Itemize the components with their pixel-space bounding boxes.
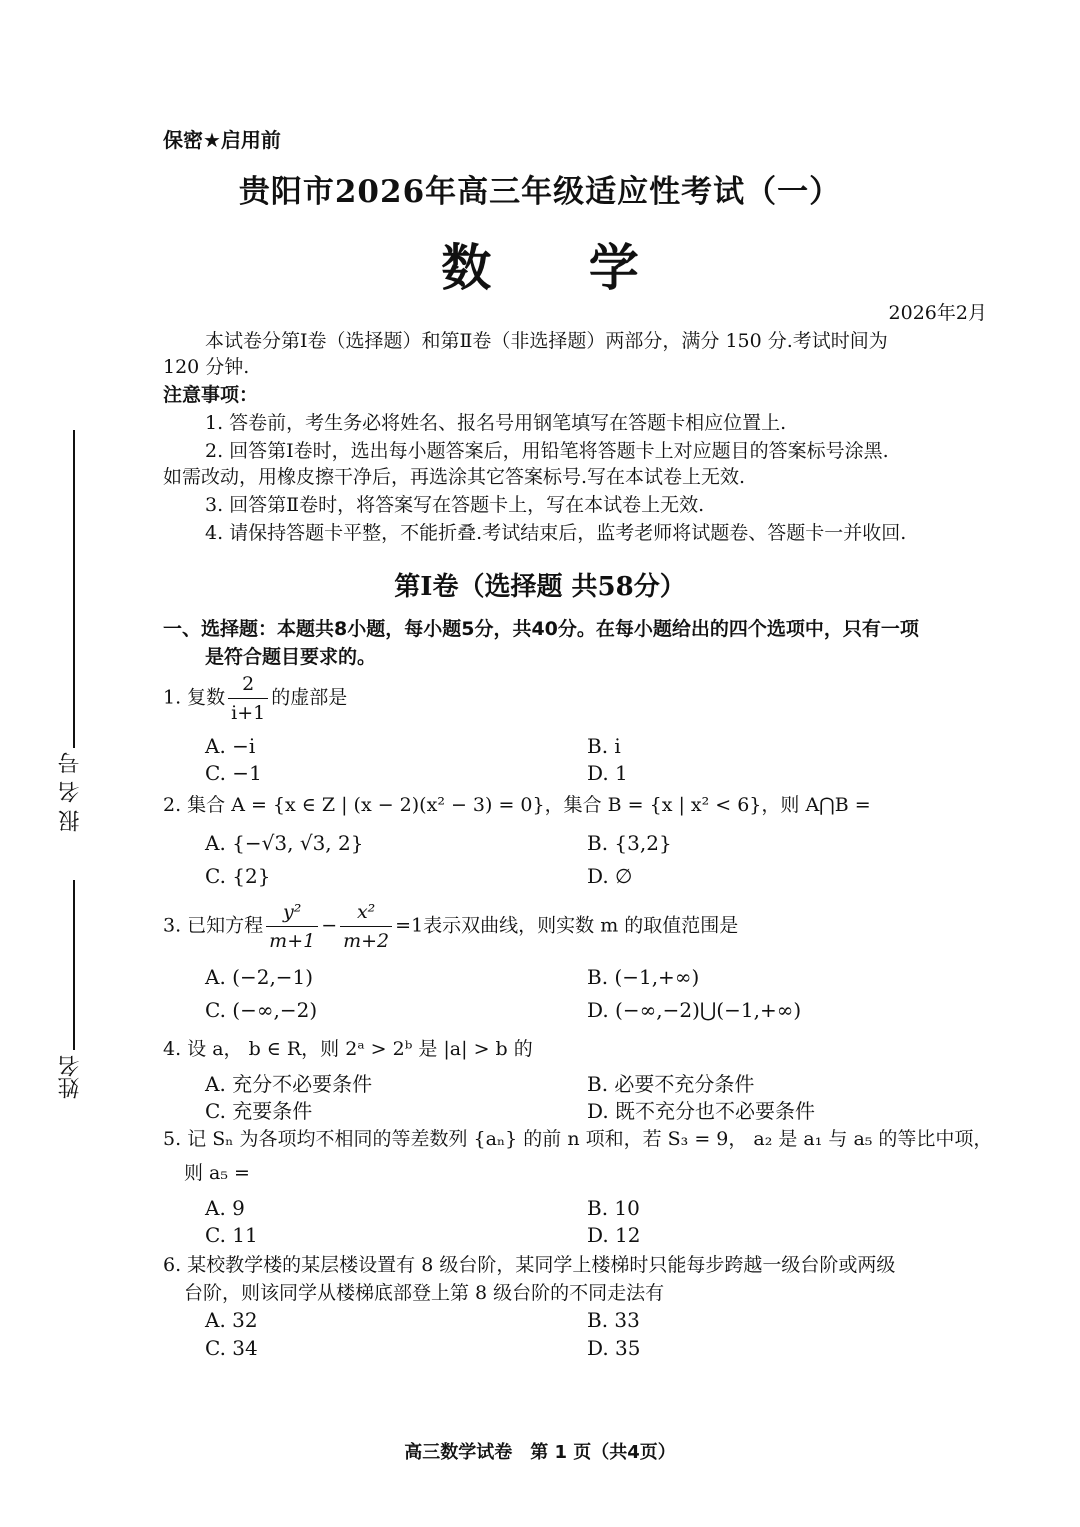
q1-fraction: [228, 670, 268, 727]
q3-option-d: D. (−∞,−2)⋃(−1,+∞): [587, 998, 802, 1022]
q5-option-c: C. 11: [205, 1223, 258, 1247]
q5-option-b: B. 10: [587, 1196, 640, 1220]
question-6-continued: 台阶，则该同学从楼梯底部登上第 8 级台阶的不同走法有: [184, 1282, 665, 1304]
q1-option-a: A. −i: [205, 734, 256, 758]
q4-option-c: C. 充要条件: [205, 1099, 313, 1123]
q1-prefix: 1. 复数: [163, 686, 226, 709]
question-3: [163, 898, 738, 955]
q3-prefix: 3. 已知方程: [163, 914, 264, 937]
q3-denominator-1: m+1: [269, 930, 316, 952]
q1-denominator: i+1: [231, 702, 266, 724]
section-instructions: 一、选择题：本题共8小题，每小题5分，共40分。在每小题给出的四个选项中，只有一项: [163, 618, 919, 640]
note-2-continued: 如需改动，用橡皮擦干净后，再选涂其它答案标号.写在本试卷上无效.: [163, 466, 746, 488]
question-2: 2. 集合 A = {x ∈ Z | (x − 2)(x² − 3) = 0}，集合 B = {x | x² < 6}，则 A⋂B =: [163, 794, 871, 816]
registration-number-label: 报 名 号: [58, 752, 83, 832]
question-1: [163, 670, 347, 727]
note-3: 3. 回答第Ⅱ卷时，将答案写在答题卡上，写在本试卷上无效.: [205, 494, 705, 516]
q3-fraction-1: [266, 898, 318, 955]
exam-title: 贵阳市2026年高三年级适应性考试（一）: [238, 174, 842, 210]
q1-suffix: 的虚部是: [271, 686, 348, 709]
intro-line-1: 本试卷分第Ⅰ卷（选择题）和第Ⅱ卷（非选择题）两部分，满分 150 分.考试时间为: [205, 330, 888, 352]
name-line: [73, 880, 75, 1050]
exam-date: 2026年2月: [888, 302, 987, 324]
subject-title: 数 学: [441, 239, 679, 297]
q1-option-d: D. 1: [587, 761, 628, 785]
intro-line-2: 120 分钟.: [163, 356, 250, 378]
page-footer: 高三数学试卷 第 1 页（共4页）: [404, 1442, 676, 1463]
q2-option-b: B. {3,2}: [587, 831, 672, 855]
q3-denominator-2: m+2: [343, 930, 390, 952]
section-instructions-continued: 是符合题目要求的。: [205, 646, 377, 668]
confidential-label: 保密★启用前: [163, 128, 281, 152]
question-5: 5. 记 Sₙ 为各项均不相同的等差数列 {aₙ} 的前 n 项和，若 S₃ = 9， a₂ 是 a₁ 与 a₅ 的等比中项，: [163, 1128, 993, 1150]
q4-option-d: D. 既不充分也不必要条件: [587, 1099, 816, 1123]
q6-option-a: A. 32: [205, 1308, 258, 1332]
q3-suffix: =1表示双曲线，则实数 m 的取值范围是: [395, 914, 739, 937]
q6-option-b: B. 33: [587, 1308, 640, 1332]
q3-numerator-1: y²: [266, 898, 318, 927]
q4-option-a: A. 充分不必要条件: [205, 1072, 373, 1096]
question-4: 4. 设 a， b ∈ R，则 2ᵃ > 2ᵇ 是 |a| > b 的: [163, 1038, 533, 1060]
q3-option-b: B. (−1,+∞): [587, 965, 700, 989]
q1-option-b: B. i: [587, 734, 621, 758]
note-4: 4. 请保持答题卡平整，不能折叠.考试结束后，监考老师将试题卷、答题卡一并收回.: [205, 522, 907, 544]
name-label: 姓名: [58, 1055, 83, 1099]
question-5-continued: 则 a₅ =: [184, 1162, 250, 1184]
q6-option-d: D. 35: [587, 1336, 641, 1360]
q3-minus: −: [321, 914, 338, 937]
q2-option-d: D. ∅: [587, 864, 633, 888]
question-6: 6. 某校教学楼的某层楼设置有 8 级台阶，某同学上楼梯时只能每步跨越一级台阶或两级: [163, 1254, 896, 1276]
q3-fraction-2: [340, 898, 392, 955]
notes-heading: 注意事项：: [163, 384, 259, 406]
q1-numerator: 2: [228, 670, 268, 699]
q1-option-c: C. −1: [205, 761, 262, 785]
q2-option-c: C. {2}: [205, 864, 271, 888]
q3-option-c: C. (−∞,−2): [205, 998, 318, 1022]
q3-numerator-2: x²: [340, 898, 392, 927]
q6-option-c: C. 34: [205, 1336, 258, 1360]
q3-option-a: A. (−2,−1): [205, 965, 314, 989]
q5-option-d: D. 12: [587, 1223, 641, 1247]
section-title: 第Ⅰ卷（选择题 共58分）: [394, 572, 686, 602]
q5-option-a: A. 9: [205, 1196, 245, 1220]
q2-option-a: A. {−√3, √3, 2}: [205, 831, 364, 855]
note-1: 1. 答卷前，考生务必将姓名、报名号用钢笔填写在答题卡相应位置上.: [205, 412, 787, 434]
q4-option-b: B. 必要不充分条件: [587, 1072, 755, 1096]
note-2: 2. 回答第Ⅰ卷时，选出每小题答案后，用铅笔将答题卡上对应题目的答案标号涂黑.: [205, 440, 889, 462]
